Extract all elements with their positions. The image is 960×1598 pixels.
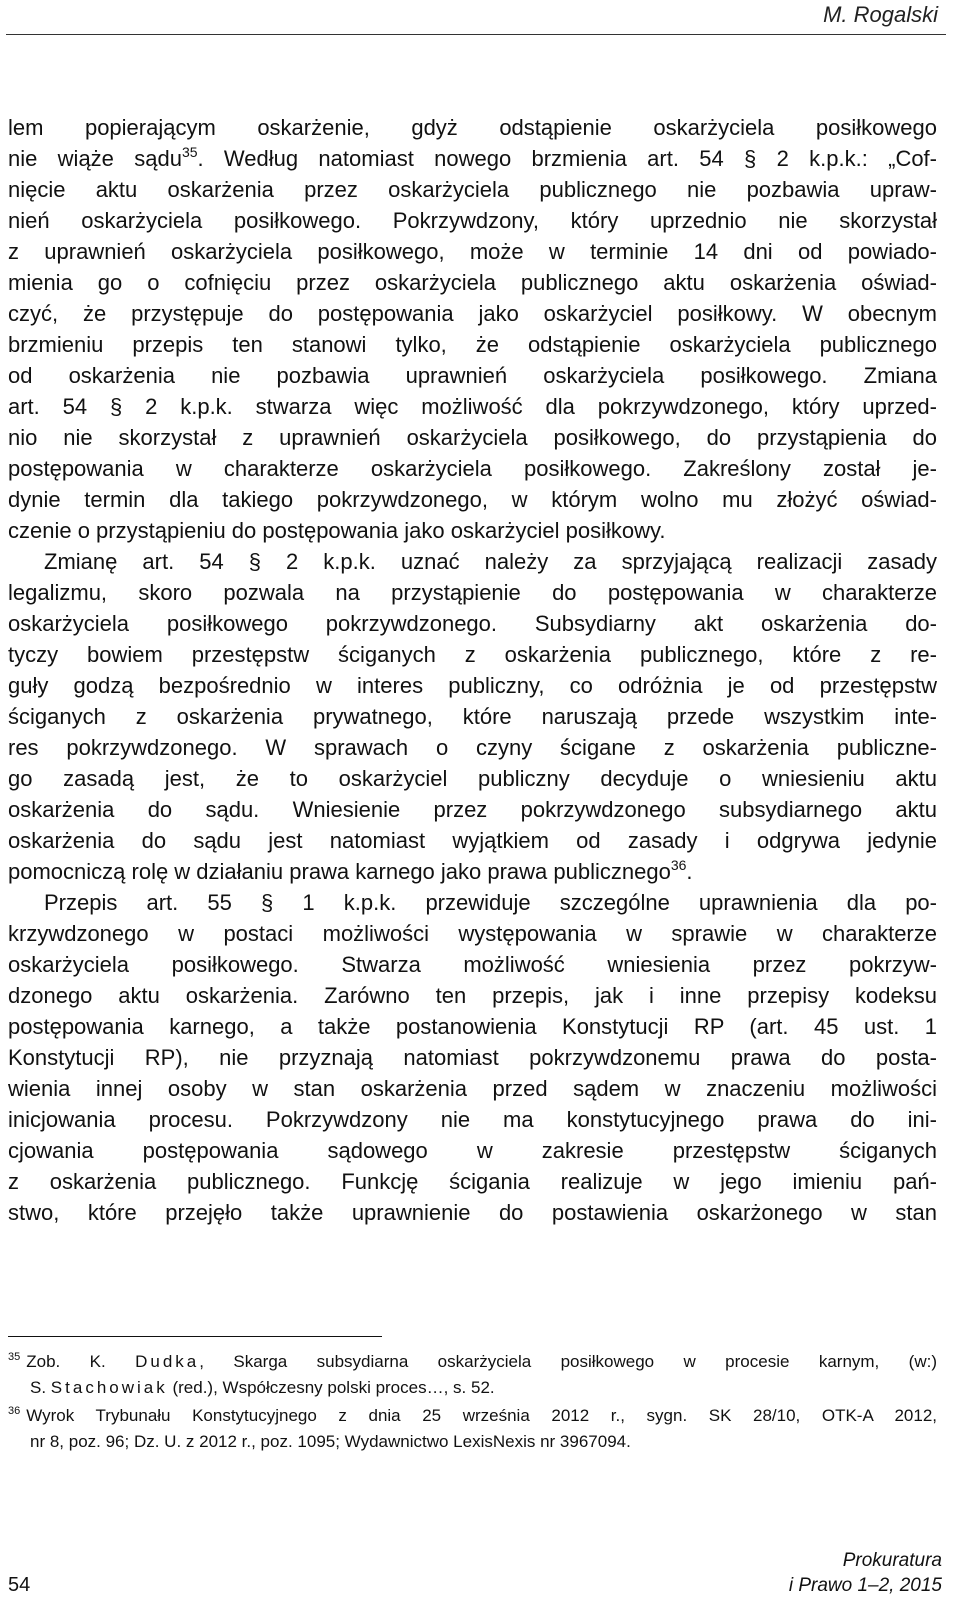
- text-line: legalizmu, skoro pozwala na przystąpienie do postępowania w charakterze: [8, 580, 937, 605]
- text-segment: . Według natomiast nowego brzmienia art. 54 § 2 k.p.k.: „Cof-: [197, 146, 938, 171]
- text-line: czyć, że przystępuje do postępowania jako oskarżyciel posiłkowy. W obecnym: [8, 301, 937, 326]
- text-line: oskarżyciela posiłkowego pokrzywdzonego. Subsydiarny akt oskarżenia do-: [8, 611, 937, 636]
- header-divider: [6, 34, 946, 35]
- footnote-text: S.: [30, 1378, 51, 1397]
- footnote-line: [30, 1429, 937, 1455]
- text-line: Przepis art. 55 § 1 k.p.k. przewiduje szczególne uprawnienia dla po-: [44, 890, 937, 915]
- footnote-text: Zob. K.: [26, 1352, 136, 1371]
- text-line: lem popierającym oskarżenie, gdyż odstąpienie oskarżyciela posiłkowego: [8, 115, 937, 140]
- footnote-divider: [8, 1336, 382, 1337]
- footnote-number: 35: [8, 1351, 21, 1363]
- text-segment: .: [686, 859, 693, 884]
- text-line: inicjowania procesu. Pokrzywdzony nie ma konstytucyjnego prawa do ini-: [8, 1107, 937, 1132]
- footnote-text: (red.), Współczesny polski proces…, s. 52.: [167, 1378, 495, 1397]
- footnote-line: [8, 1349, 937, 1375]
- text-segment: pomocniczą rolę w działaniu prawa karnego jako prawa publicznego: [8, 859, 671, 884]
- text-line: tyczy bowiem przestępstw ściganych z oskarżenia publicznego, które z re-: [8, 642, 937, 667]
- footnote-line: [8, 1403, 937, 1429]
- text-line: dzonego aktu oskarżenia. Zarówno ten przepis, jak i inne przepisy kodeksu: [8, 983, 937, 1008]
- text-line: go zasadą jest, że to oskarżyciel publiczny decyduje o wniesieniu aktu: [8, 766, 937, 791]
- text-line: nio nie skorzystał z uprawnień oskarżyciela posiłkowego, do przystąpienia do: [8, 425, 937, 450]
- text-line: nień oskarżyciela posiłkowego. Pokrzywdzony, który uprzednio nie skorzystał: [8, 208, 937, 233]
- text-line: brzmieniu przepis ten stanowi tylko, że odstąpienie oskarżyciela publicznego: [8, 332, 937, 357]
- journal-issue: i Prawo 1–2, 2015: [788, 1575, 942, 1596]
- footnote-text: nr 8, poz. 96; Dz. U. z 2012 r., poz. 1095; Wydawnictwo LexisNexis nr 3967094.: [30, 1432, 631, 1451]
- text-line: oskarżyciela posiłkowego. Stwarza możliwość wniesienia przez pokrzyw-: [8, 952, 937, 977]
- footnote-author-name: Dudka: [135, 1352, 200, 1371]
- footnote-number: 36: [8, 1405, 21, 1417]
- text-segment: nie wiąże sądu: [8, 146, 182, 171]
- text-line: od oskarżenia nie pozbawia uprawnień oskarżyciela posiłkowego. Zmiana: [8, 363, 937, 388]
- footnote-author-name: Stachowiak: [50, 1378, 168, 1397]
- text-line: krzywdzonego w postaci możliwości występowania w sprawie w charakterze: [8, 921, 937, 946]
- header-author: M. Rogalski: [823, 2, 938, 27]
- text-line: Konstytucji RP), nie przyznają natomiast pokrzywdzonemu prawa do posta-: [8, 1045, 937, 1070]
- footnote-text: Wyrok Trybunału Konstytucyjnego z dnia 25 września 2012 r., sygn. SK 28/10, OTK-A 2012,: [26, 1406, 937, 1425]
- text-line: stwo, które przejęło także uprawnienie do postawienia oskarżonego w stan: [8, 1200, 937, 1225]
- text-line: [8, 143, 937, 174]
- journal-name: Prokuratura: [842, 1550, 942, 1571]
- text-line: art. 54 § 2 k.p.k. stwarza więc możliwość dla pokrzywdzonego, który uprzed-: [8, 394, 937, 419]
- text-line: nięcie aktu oskarżenia przez oskarżyciela publicznego nie pozbawia upraw-: [8, 177, 937, 202]
- footnote-text: , Skarga subsydiarna oskarżyciela posiłkowego w procesie karnym, (w:): [199, 1352, 937, 1371]
- text-line: guły godzą bezpośrednio w interes publiczny, co odróżnia je od przestępstw: [8, 673, 937, 698]
- text-line: ściganych z oskarżenia prywatnego, które naruszają przede wszystkim inte-: [8, 704, 937, 729]
- text-line: postępowania w charakterze oskarżyciela posiłkowego. Zakreślony został je-: [8, 456, 937, 481]
- footnote-reference: 35: [181, 144, 198, 160]
- text-line: Zmianę art. 54 § 2 k.p.k. uznać należy za sprzyjającą realizacji zasady: [44, 549, 937, 574]
- text-line: res pokrzywdzonego. W sprawach o czyny ścigane z oskarżenia publiczne-: [8, 735, 937, 760]
- page-number: 54: [8, 1574, 31, 1596]
- text-line: z uprawnień oskarżyciela posiłkowego, może w terminie 14 dni od powiado-: [8, 239, 937, 264]
- text-line: postępowania karnego, a także postanowienia Konstytucji RP (art. 45 ust. 1: [8, 1014, 937, 1039]
- text-line: cjowania postępowania sądowego w zakresie przestępstw ściganych: [8, 1138, 937, 1163]
- text-line: oskarżenia do sądu jest natomiast wyjątkiem od zasady i odgrywa jedynie: [8, 828, 937, 853]
- text-line: [8, 856, 937, 887]
- text-line: oskarżenia do sądu. Wniesienie przez pokrzywdzonego subsydiarnego aktu: [8, 797, 937, 822]
- footnote-reference: 36: [670, 857, 687, 873]
- footer-journal: [722, 1548, 942, 1598]
- footnote-line: [30, 1375, 937, 1401]
- text-line: z oskarżenia publicznego. Funkcję ścigania realizuje w jego imieniu pań-: [8, 1169, 937, 1194]
- text-line: mienia go o cofnięciu przez oskarżyciela publicznego aktu oskarżenia oświad-: [8, 270, 937, 295]
- text-line: dynie termin dla takiego pokrzywdzonego, w którym wolno mu złożyć oświad-: [8, 487, 937, 512]
- text-line: czenie o przystąpieniu do postępowania jako oskarżyciel posiłkowy.: [8, 518, 666, 543]
- text-line: wienia innej osoby w stan oskarżenia przed sądem w znaczeniu możliwości: [8, 1076, 937, 1101]
